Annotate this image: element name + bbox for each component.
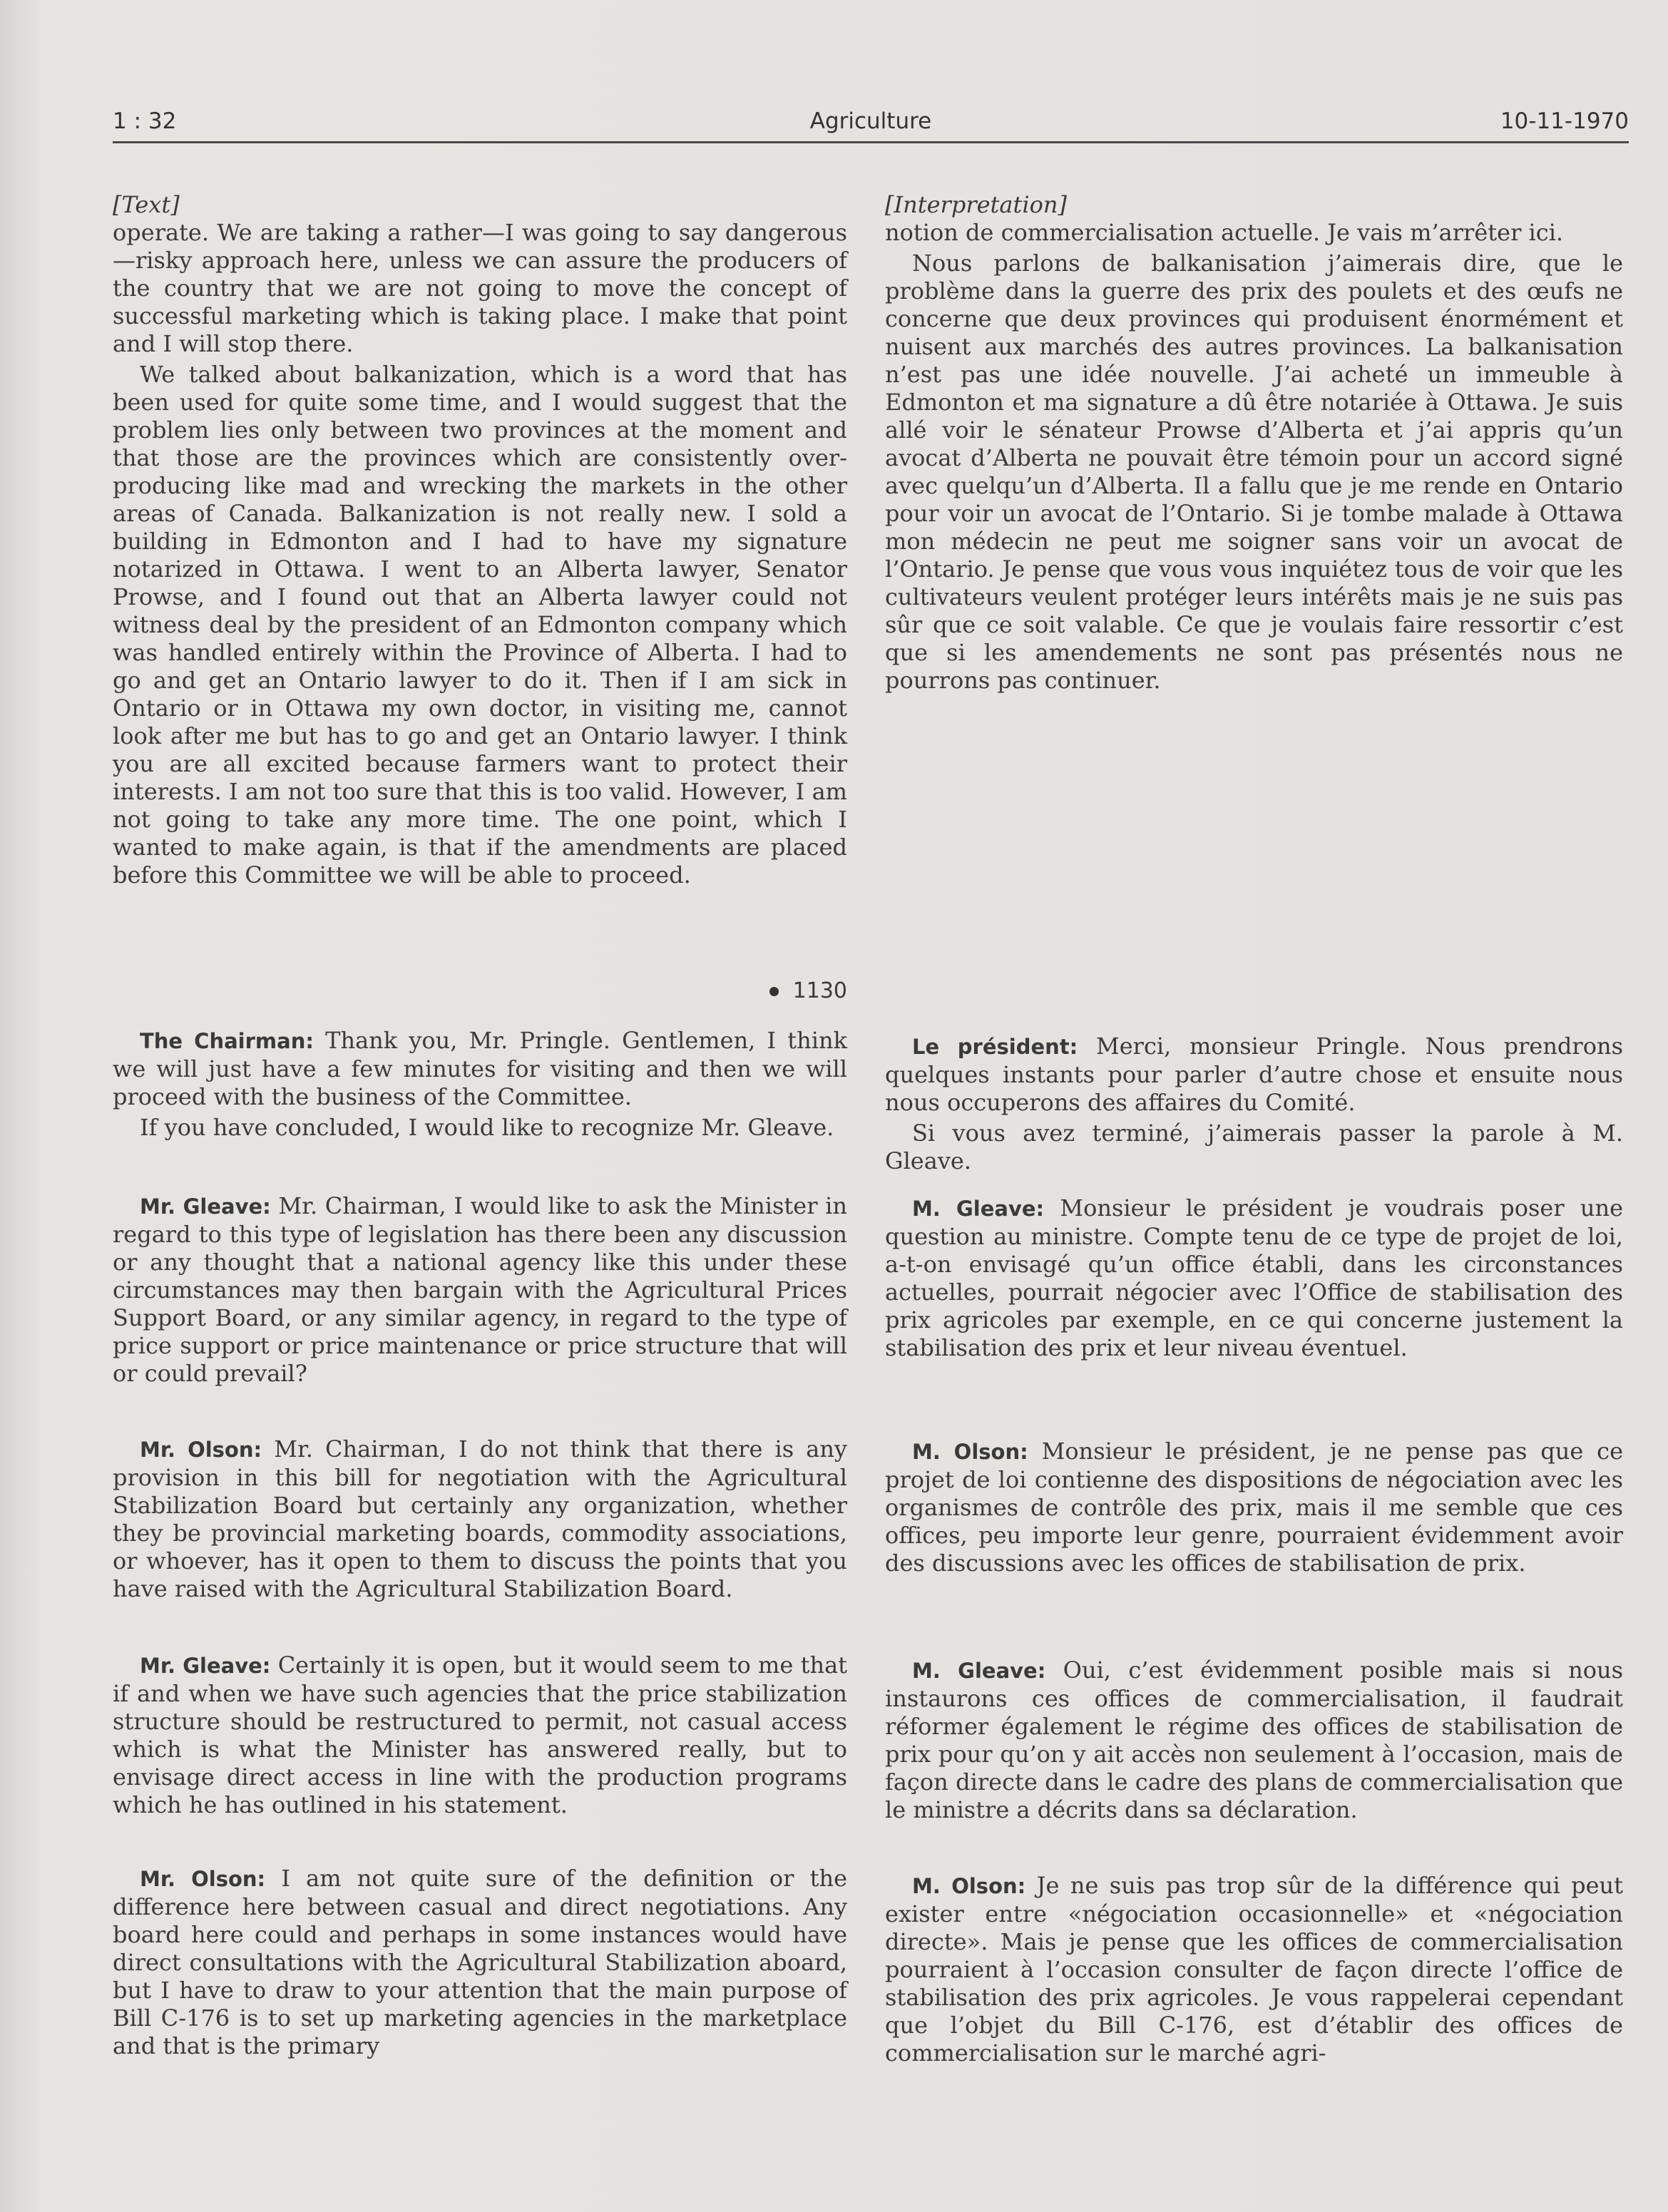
speech-text: Je ne suis pas trop sûr de la différence qui peut exister entre «négociation occasionnelle» et «négociation directe». Mais je pense que les offices de commercialisation pourraient à l’occasion consulter de façon directe l’office de stabilisation des prix agricoles. Je vous rappelerai cependant que l’objet du Bill C-176, est d’établir des offices de commercialisation sur le marché agri- bbox=[885, 1872, 1624, 2067]
paragraph: notion de commercialisation actuelle. Je vais m’arrêter ici. bbox=[885, 219, 1564, 246]
paragraph: We talked about balkanization, which is a word that has been used for quite some time, and I would suggest that the problem lies only between two provinces at the moment and that those are the provinces which are consistently over-producing like mad and wrecking the markets in the other areas of Canada. Balkanization is not really new. I sold a building in Edmonton and I had to have my signature notarized in Ottawa. I went to an Alberta lawyer, Senator Prowse, and I found out that an Alberta lawyer could not witness deal by the president of an Edmonton company which was handled entirely within the Province of Alberta. I had to go and get an Ontario lawyer to do it. Then if I am sick in Ontario or in Ottawa my own doctor, in visiting me, cannot look after me but has to go and get an Ontario lawyer. I think you are all excited because farmers want to protect their interests. I am not too sure that this is too valid. However, I am not going to take any more time. The one point, which I wanted to make again, is that if the amendments are placed before this Committee we will be able to proceed. bbox=[113, 361, 847, 889]
page-header bbox=[113, 107, 1629, 141]
column-tag: [Text] bbox=[113, 191, 180, 218]
speaker-label: Mr. Gleave: bbox=[140, 1194, 271, 1219]
speaker-label: M. Olson: bbox=[912, 1874, 1026, 1898]
speech bbox=[885, 1872, 1623, 2067]
speaker-label: The Chairman: bbox=[140, 1029, 314, 1053]
speech bbox=[113, 1192, 847, 1388]
english-exchange bbox=[113, 1865, 847, 2060]
speech-text: Mr. Chairman, I would like to ask the Minister in regard to this type of legislation has there been any discussion or any thought that a national agency like this under these circumstances may then bargain with the Agricultural Prices Support Board, or any similar agency, in regard to the type of price support or price maintenance or price structure that will or could prevail? bbox=[113, 1192, 848, 1387]
speech bbox=[113, 1652, 847, 1819]
paragraph: operate. We are taking a rather—I was going to say dangerous—risky approach here, unless we can assure the producers of the country that we are not going to move the concept of successful marketing which is taking place. I make that point and I will stop there. bbox=[113, 219, 847, 357]
speech bbox=[885, 1657, 1623, 1824]
running-title: Agriculture bbox=[809, 108, 932, 134]
speaker-label: M. Gleave: bbox=[912, 1659, 1046, 1683]
french-exchange bbox=[885, 1194, 1623, 1362]
speaker-label: Mr. Olson: bbox=[140, 1438, 262, 1462]
speech-text: Merci, monsieur Pringle. Nous prendrons quelques instants pour parler d’autre chose et ensuite nous nous occuperons des affaires du Comité. bbox=[885, 1033, 1624, 1116]
speech-text: Thank you, Mr. Pringle. Gentlemen, I think we will just have a few minutes for visiting and then we will proceed with the business of the Committee. bbox=[113, 1027, 848, 1110]
french-column bbox=[885, 191, 1623, 695]
speech bbox=[885, 1033, 1623, 1117]
english-exchange bbox=[113, 1435, 847, 1603]
speaker-label: Le président: bbox=[912, 1035, 1078, 1059]
speech-text: Mr. Chairman, I do not think that there is any provision in this bill for negotiation with the Agricultural Stabilization Board but certainly any organization, whether they be provincial marketing boards, commodity associations, or whoever, has it open to them to discuss the points that you have raised with the Agricultural Stabilization Board. bbox=[113, 1435, 848, 1602]
speech bbox=[113, 1865, 847, 2060]
speaker-label: M. Olson: bbox=[912, 1440, 1028, 1464]
speech-text: Monsieur le président je voudrais poser une question au ministre. Compte tenu de ce type de projet de loi, a-t-on envisagé qu’un office établi, dans les circonstances actuelles, pourrait négocier avec l’Office de stabilisation des prix agricoles par exemple, en ce qui concerne justement la stabilisation des prix et leur niveau éventuel. bbox=[885, 1194, 1624, 1361]
speech-text: Certainly it is open, but it would seem to me that if and when we have such agencies that the price stabilization structure should be restructured to permit, not casual access which is what the Minister has answered really, but to envisage direct access in line with the production programs which he has outlined in his statement. bbox=[113, 1652, 848, 1818]
speaker-label: Mr. Gleave: bbox=[140, 1654, 271, 1678]
column-tag: [Interpretation] bbox=[885, 191, 1067, 218]
french-exchange bbox=[885, 1438, 1623, 1577]
speech bbox=[113, 1027, 847, 1111]
english-exchange bbox=[113, 1192, 847, 1388]
page-number: 1 : 32 bbox=[113, 108, 177, 134]
english-exchange bbox=[113, 1027, 847, 1142]
header-date: 10-11-1970 bbox=[1500, 108, 1629, 134]
header-rule bbox=[113, 141, 1629, 143]
french-exchange bbox=[885, 1872, 1623, 2067]
speech bbox=[885, 1438, 1623, 1577]
paragraph: Nous parlons de balkanisation j’aimerais dire, que le problème dans la guerre des prix des poulets et des œufs ne concerne que deux provinces qui produisent énormément et nuisent aux marchés des autres provinces. La balkanisation n’est pas une idée nouvelle. J’ai acheté un immeuble à Edmonton et ma signature a dû être notariée à Ottawa. Je suis allé voir le sénateur Prowse d’Alberta et j’ai appris qu’un avocat d’Alberta ne pouvait être témoin pour un accord signé avec quelqu’un d’Alberta. Il a fallu que je me rende en Ontario pour voir un avocat de l’Ontario. Si je tombe malade à Ottawa mon médecin ne peut me soigner sans voir un avocat de l’Ontario. Je pense que vous vous inquiétez tous de voir que les cultivateurs veulent protéger leurs intérêts mais je ne suis pas sûr que ce soit valable. Ce que je voulais faire ressortir c’est que si les amendements ne sont pas présentés nous ne pourrons pas continuer. bbox=[885, 250, 1623, 694]
speech bbox=[113, 1435, 847, 1603]
speech-text: If you have concluded, I would like to recognize Mr. Gleave. bbox=[140, 1114, 834, 1141]
bullet-icon bbox=[769, 987, 779, 996]
french-exchange bbox=[885, 1657, 1623, 1824]
speech-text: Si vous avez terminé, j’aimerais passer la parole à M. Gleave. bbox=[885, 1120, 1623, 1174]
speech-text: I am not quite sure of the definition or the difference here between casual and direct negotiations. Any board here could and perhaps in some instances would have direct consultations with the Agricultural Stabilization aboard, but I have to draw to your attention that the main purpose of Bill C-176 is to set up marketing agencies in the marketplace and that is the primary bbox=[113, 1865, 848, 2059]
english-exchange bbox=[113, 1652, 847, 1819]
speaker-label: M. Gleave: bbox=[912, 1197, 1045, 1221]
time-marker-text: 1130 bbox=[792, 978, 847, 1003]
speech-text: Monsieur le président, je ne pense pas que ce projet de loi contienne des dispositions de négociation avec les organismes de contrôle des prix, mais il me semble que ces offices, peu importe leur genre, pourraient évidemment avoir des discussions avec les offices de stabilisation de prix. bbox=[885, 1438, 1623, 1577]
speech bbox=[885, 1194, 1623, 1362]
french-exchange bbox=[885, 1033, 1623, 1175]
time-marker bbox=[113, 978, 847, 1003]
english-column bbox=[113, 191, 847, 889]
speaker-label: Mr. Olson: bbox=[140, 1867, 266, 1891]
speech-text: Oui, c’est évidemment posible mais si nous instaurons ces offices de commercialisation, il faudrait réformer également le régime des offices de stabilisation de prix pour qu’on y ait accès non seulement à l’occasion, mais de façon directe dans le cadre des plans de commercialisation que le ministre a décrits dans sa déclaration. bbox=[885, 1657, 1624, 1823]
